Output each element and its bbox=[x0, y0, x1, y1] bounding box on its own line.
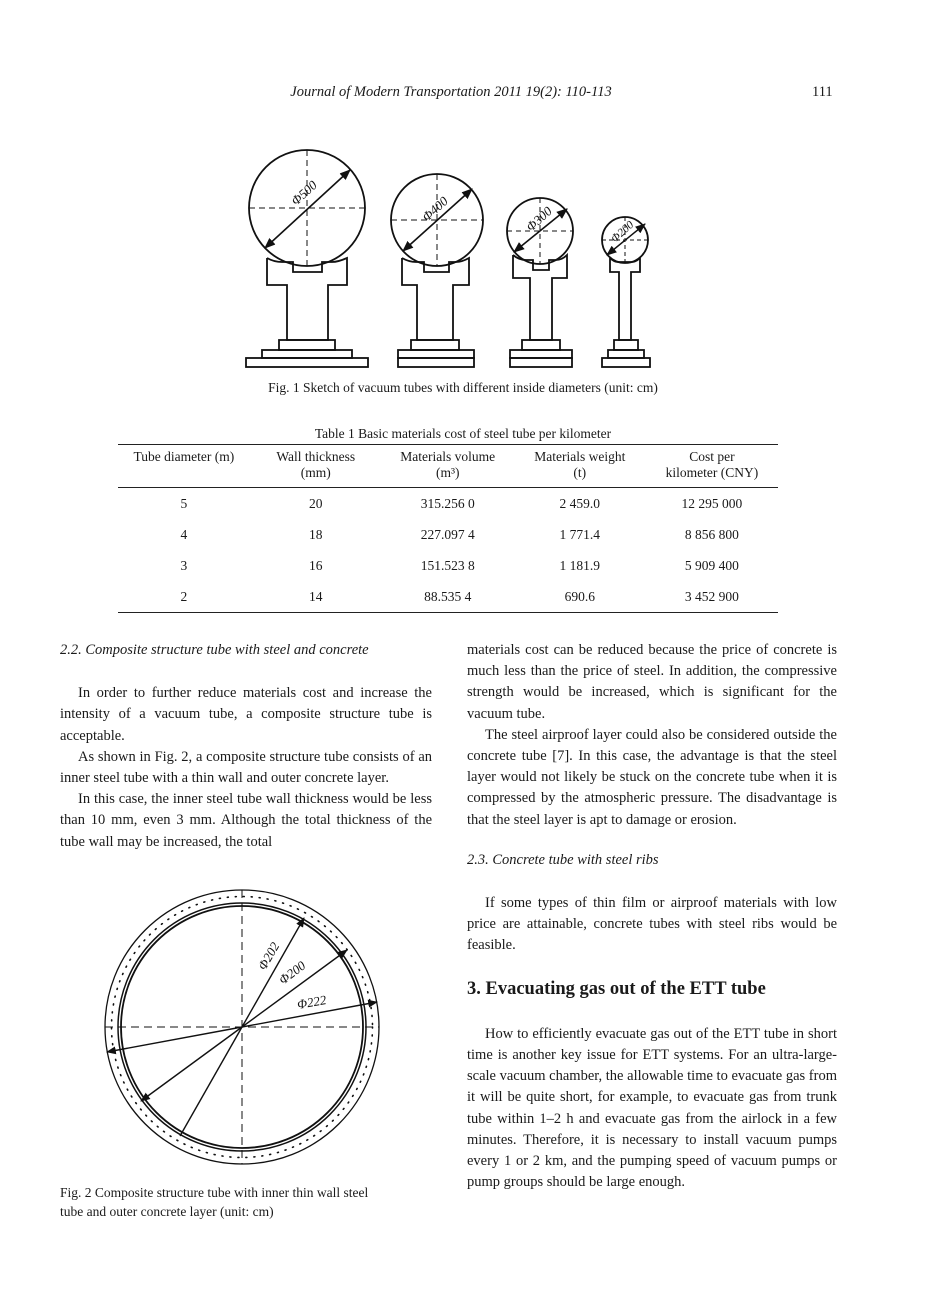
fig1-label-500: Φ500 bbox=[287, 177, 320, 209]
cell: 3 bbox=[180, 557, 188, 573]
paragraph: The steel airproof layer could also be considered outside the concrete tube [7]. In this case, the advantage is that the steel layer would not likely be stuck on the concrete tube when it is compressed by the atmospheric pressure. The disadvantage is that the steel layer is apt to damage or erosion. bbox=[467, 726, 837, 828]
page-number: 111 bbox=[812, 84, 833, 100]
paragraph: materials cost can be reduced because the price of concrete is much less than the price of steel. In addition, the compressive strength would be increased, which is significant for the vacuum tube. bbox=[467, 642, 837, 722]
right-column bbox=[467, 640, 837, 1193]
paragraph: In this case, the inner steel tube wall thickness would be less than 10 mm, even 3 mm. Although the total thickness of the tube wall may be increased, the total bbox=[60, 791, 432, 850]
figure-2-caption: Fig. 2 Composite structure tube with inner thin wall steel tube and outer concrete layer (unit: cm) bbox=[60, 1185, 369, 1219]
paragraph: How to efficiently evacuate gas out of the ETT tube in short time is another key issue for ETT systems. For an ultra-large-scale vacuum chamber, the allowable time to evacuate gas from it will be quite short, for example, to evacuate gas from trunk tube within 1–2 h and evacuate gas from the airlock in a few minutes. Therefore, it is necessary to install vacuum pumps every 1 or 2 km, and the pumping speed of vacuum pumps or pump groups should be large enough. bbox=[467, 1025, 837, 1191]
fig1-label-400: Φ400 bbox=[418, 193, 451, 225]
cell: 2 bbox=[180, 588, 188, 604]
paragraph: As shown in Fig. 2, a composite structure tube consists of an inner steel tube with a thin wall and outer concrete layer. bbox=[60, 748, 432, 787]
cell: 16 bbox=[308, 557, 323, 573]
cell: 5 909 400 bbox=[684, 557, 739, 573]
cell: 4 bbox=[180, 526, 188, 542]
cell: 2 459.0 bbox=[559, 495, 601, 511]
journal-title: Journal of Modern Transportation 2011 19(2): 110-113 bbox=[290, 84, 612, 100]
section-3-heading: 3. Evacuating gas out of the ETT tube bbox=[467, 978, 766, 999]
subsection-2-3-heading: 2.3. Concrete tube with steel ribs bbox=[467, 851, 659, 868]
paragraph: If some types of thin film or airproof materials with low price are attainable, concrete tubes with steel ribs would be feasible. bbox=[467, 895, 837, 954]
cell: 88.535 4 bbox=[424, 588, 472, 604]
paragraph: In order to further reduce materials cost and increase the intensity of a vacuum tube, a composite structure tube is acceptable. bbox=[60, 685, 432, 744]
cell: 690.6 bbox=[564, 588, 595, 604]
cell: 20 bbox=[308, 495, 323, 511]
fig1-label-200: Φ200 bbox=[608, 218, 637, 246]
col-header-cost: Cost per kilometer (CNY) bbox=[665, 449, 759, 480]
left-column bbox=[60, 640, 432, 853]
col-header-diameter: Tube diameter (m) bbox=[133, 449, 235, 464]
table-row bbox=[118, 581, 778, 613]
cell: 3 452 900 bbox=[684, 588, 739, 604]
fig2-label-222: Φ222 bbox=[295, 992, 328, 1012]
figure-1-vacuum-tubes bbox=[0, 0, 926, 375]
cell: 227.097 4 bbox=[420, 526, 475, 542]
table-1-title: Table 1 Basic materials cost of steel tube per kilometer bbox=[314, 426, 612, 441]
figure-1-caption: Fig. 1 Sketch of vacuum tubes with different inside diameters (unit: cm) bbox=[268, 380, 658, 395]
cell: 1 181.9 bbox=[559, 557, 601, 573]
col-header-weight: Materials weight (t) bbox=[534, 449, 626, 480]
cell: 14 bbox=[308, 588, 323, 604]
subsection-2-2-heading: 2.2. Composite structure tube with steel and concrete bbox=[60, 642, 369, 658]
col-header-volume: Materials volume (m³) bbox=[400, 449, 496, 480]
fig2-label-200: Φ200 bbox=[275, 957, 309, 988]
cell: 8 856 800 bbox=[684, 526, 739, 542]
cell: 5 bbox=[180, 495, 188, 511]
cell: 18 bbox=[308, 526, 323, 542]
table-row bbox=[118, 550, 778, 581]
cell: 12 295 000 bbox=[681, 495, 743, 511]
tube-2m bbox=[602, 217, 650, 367]
cell: 315.256 0 bbox=[420, 495, 475, 511]
table-header-row bbox=[118, 445, 778, 488]
cell: 151.523 8 bbox=[420, 557, 475, 573]
table-row bbox=[118, 519, 778, 550]
col-header-thickness: Wall thickness (mm) bbox=[276, 449, 356, 480]
cell: 1 771.4 bbox=[559, 526, 601, 542]
figure-2-composite-tube bbox=[95, 884, 395, 1174]
table-1 bbox=[118, 444, 778, 613]
table-row bbox=[118, 488, 778, 520]
fig1-label-300: Φ300 bbox=[522, 203, 555, 235]
fig2-label-202: Φ202 bbox=[254, 939, 283, 973]
